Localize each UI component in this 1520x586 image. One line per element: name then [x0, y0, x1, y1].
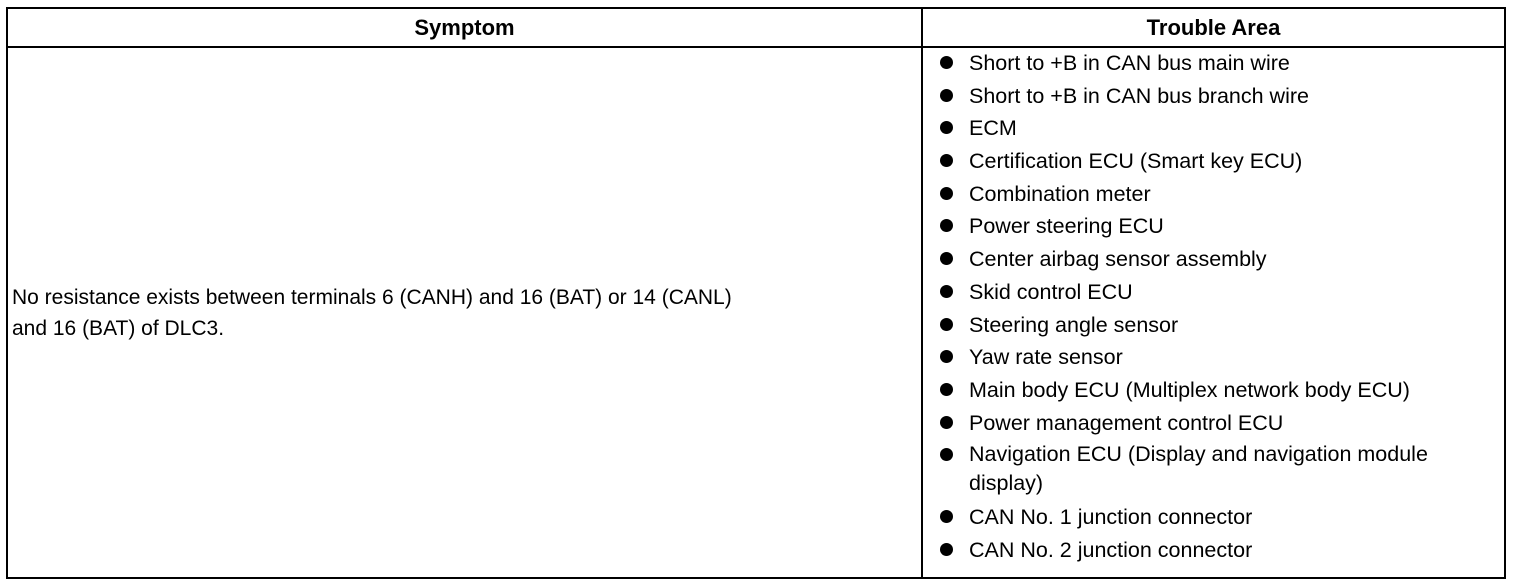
list-item	[935, 342, 1495, 372]
trouble-area-list	[935, 48, 1495, 568]
bullet-icon	[940, 89, 953, 102]
bullet-icon	[940, 56, 953, 69]
list-item	[935, 179, 1495, 209]
list-item	[935, 502, 1495, 532]
list-item	[935, 211, 1495, 241]
list-item	[935, 244, 1495, 274]
symptom-cell	[12, 48, 912, 577]
list-item	[935, 48, 1495, 78]
list-item	[935, 81, 1495, 111]
column-divider	[921, 9, 923, 577]
bullet-icon	[940, 383, 953, 396]
trouble-area-text: Skid control ECU	[969, 279, 1133, 304]
header-symptom: Symptom	[414, 14, 515, 40]
bullet-icon	[940, 318, 953, 331]
list-item	[935, 440, 1495, 498]
trouble-area-text: Certification ECU (Smart key ECU)	[969, 149, 1303, 174]
list-item	[935, 310, 1495, 340]
list-item	[935, 408, 1495, 438]
trouble-area-text: Yaw rate sensor	[969, 345, 1123, 370]
list-item	[935, 375, 1495, 405]
list-item	[935, 277, 1495, 307]
trouble-area-text: Main body ECU (Multiplex network body ECU)	[969, 377, 1410, 402]
list-item	[935, 535, 1495, 565]
bullet-icon	[940, 350, 953, 363]
bullet-icon	[940, 154, 953, 167]
trouble-area-text: CAN No. 1 junction connector	[969, 505, 1253, 530]
bullet-icon	[940, 416, 953, 429]
trouble-area-text: Short to +B in CAN bus branch wire	[969, 83, 1309, 108]
header-trouble-area: Trouble Area	[1146, 14, 1281, 40]
bullet-icon	[940, 187, 953, 200]
bullet-icon	[940, 285, 953, 298]
bullet-icon	[940, 219, 953, 232]
trouble-area-text: Power management control ECU	[969, 410, 1284, 435]
trouble-area-text: ECM	[969, 116, 1017, 141]
list-item	[935, 146, 1495, 176]
trouble-area-text: Short to +B in CAN bus main wire	[969, 51, 1290, 75]
list-item	[935, 113, 1495, 143]
trouble-area-text: Center airbag sensor assembly	[969, 247, 1267, 272]
bullet-icon	[940, 543, 953, 556]
bullet-icon	[940, 252, 953, 265]
bullet-icon	[940, 448, 953, 461]
symptom-text: No resistance exists between terminals 6 (CANH) and 16 (BAT) or 14 (CANL) and 16 (BAT) of DLC3.	[12, 285, 732, 340]
trouble-area-text: Combination meter	[969, 181, 1151, 206]
bullet-icon	[940, 121, 953, 134]
trouble-area-text: CAN No. 2 junction connector	[969, 537, 1253, 562]
bullet-icon	[940, 510, 953, 523]
trouble-area-text: Navigation ECU (Display and navigation module display)	[969, 442, 1428, 496]
trouble-area-text: Steering angle sensor	[969, 312, 1179, 337]
trouble-area-text: Power steering ECU	[969, 214, 1164, 239]
